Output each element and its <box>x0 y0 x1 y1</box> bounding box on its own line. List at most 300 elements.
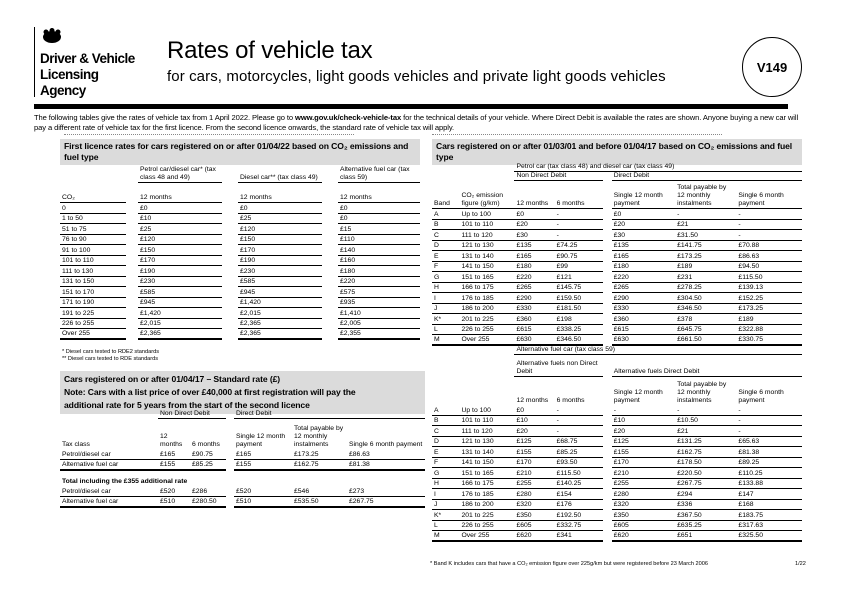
column-gap <box>603 303 611 314</box>
col-header: Single 12 month payment <box>613 388 663 404</box>
column-gap <box>322 297 338 308</box>
col-group-header: Diesel car** (tax class 49) <box>238 166 322 183</box>
table-cell: £125 <box>514 436 554 447</box>
table-cell: £20 <box>612 426 675 437</box>
column-gap <box>603 510 611 521</box>
table-cell: £135 <box>612 240 675 251</box>
table-cell: £290 <box>514 293 554 304</box>
table-row <box>60 234 420 245</box>
table-cell: Over 255 <box>60 329 126 340</box>
standard-rate-table <box>60 410 425 508</box>
table-cell: £145.75 <box>555 282 604 293</box>
column-gap <box>322 266 338 277</box>
table-row <box>432 468 802 479</box>
table-cell: £585 <box>238 276 322 287</box>
table-cell: - <box>555 230 604 241</box>
table-cell: E <box>432 251 459 262</box>
table-row <box>432 415 802 426</box>
heading-line: additional rate for 5 years from the start of the second licence <box>64 400 310 410</box>
table-cell: £21 <box>675 219 736 230</box>
page-title: Rates of vehicle tax <box>167 37 373 64</box>
table-row <box>60 297 420 308</box>
table-cell: E <box>432 447 459 458</box>
table-cell: 151 to 165 <box>459 468 514 479</box>
table-cell: £255 <box>612 478 675 489</box>
table-row <box>432 209 802 220</box>
table-cell: £165 <box>612 251 675 262</box>
column-gap <box>322 224 338 235</box>
table-row <box>432 531 802 542</box>
table-cell: £0 <box>338 213 420 224</box>
table-cell: 201 to 225 <box>459 314 514 325</box>
table-cell: £220 <box>338 276 420 287</box>
table-row <box>432 272 802 283</box>
table-cell: £115.50 <box>736 272 802 283</box>
col-header: CO₂ emission figure (g/km) <box>459 181 514 209</box>
header-rule <box>34 104 788 109</box>
table-cell: £510 <box>234 496 292 507</box>
table-cell: £155 <box>234 459 292 470</box>
table-cell: £346.50 <box>675 303 736 314</box>
table-cell: £220 <box>612 272 675 283</box>
table-cell: H <box>432 282 459 293</box>
column-gap <box>603 272 611 283</box>
table-cell: Up to 100 <box>459 405 514 416</box>
column-gap <box>322 255 338 266</box>
table-cell: 101 to 110 <box>60 255 126 266</box>
table-cell: £20 <box>514 219 554 230</box>
column-gap <box>603 240 611 251</box>
table-cell: £280 <box>612 489 675 500</box>
table-cell: - <box>555 415 604 426</box>
column-gap <box>126 224 138 235</box>
column-gap <box>603 489 611 500</box>
table-row <box>432 478 802 489</box>
table-cell: 226 to 255 <box>459 324 514 335</box>
col-header: 12 months <box>514 181 554 209</box>
table-row <box>432 314 802 325</box>
column-gap <box>126 276 138 287</box>
table-cell: £180 <box>338 266 420 277</box>
table-cell: £30 <box>514 230 554 241</box>
table-cell: £140 <box>338 245 420 256</box>
table-cell: £231 <box>675 272 736 283</box>
table-cell: £190 <box>138 266 222 277</box>
table-cell: £165 <box>158 449 190 460</box>
table-row <box>432 230 802 241</box>
column-gap <box>126 329 138 340</box>
table-cell: £220.50 <box>675 468 736 479</box>
table-cell: £152.25 <box>736 293 802 304</box>
table-row <box>432 251 802 262</box>
column-gap <box>222 213 238 224</box>
table-cell: £15 <box>338 224 420 235</box>
table-cell: £267.75 <box>675 478 736 489</box>
column-gap <box>222 318 238 329</box>
table-cell: £85.25 <box>190 459 226 470</box>
table-row <box>60 276 420 287</box>
table-row <box>432 447 802 458</box>
table-row <box>60 266 420 277</box>
col-header: CO₂ <box>60 183 126 203</box>
table-row <box>432 510 802 521</box>
column-gap <box>603 324 611 335</box>
table-cell: £325.50 <box>736 531 802 542</box>
col-header: 6 months <box>555 181 604 209</box>
table-cell: £68.75 <box>555 436 604 447</box>
table-cell: £198 <box>555 314 604 325</box>
table-cell: £147 <box>736 489 802 500</box>
table-cell: £90.75 <box>190 449 226 460</box>
column-gap <box>322 213 338 224</box>
table-cell: £159.50 <box>555 293 604 304</box>
table-cell: £10 <box>138 213 222 224</box>
column-gap <box>603 447 611 458</box>
table-cell: £2,355 <box>338 329 420 340</box>
form-code-badge: V149 <box>742 37 802 97</box>
table-cell: C <box>432 230 459 241</box>
table-cell: K* <box>432 314 459 325</box>
column-gap <box>222 203 238 214</box>
table-cell: £139.13 <box>736 282 802 293</box>
column-gap <box>603 209 611 220</box>
table-cell: £30 <box>612 230 675 241</box>
column-gap <box>222 266 238 277</box>
table-cell: 151 to 165 <box>459 272 514 283</box>
table-cell: £210 <box>514 468 554 479</box>
table-cell: 141 to 150 <box>459 457 514 468</box>
table-cell: £168 <box>736 499 802 510</box>
table-cell: £330 <box>612 303 675 314</box>
table-cell: £0 <box>514 405 554 416</box>
table-cell: £322.88 <box>736 324 802 335</box>
table-cell: £635.25 <box>675 520 736 531</box>
table-cell: L <box>432 520 459 531</box>
col-header: 12 months <box>138 183 222 203</box>
col-header: 12 months <box>516 396 549 404</box>
table-cell: - <box>736 426 802 437</box>
table-cell: £21 <box>675 426 736 437</box>
column-gap <box>603 251 611 262</box>
table-cell: £255 <box>514 478 554 489</box>
table-cell: 51 to 75 <box>60 224 126 235</box>
table-cell: Alternative fuel car <box>60 459 158 470</box>
table-row <box>60 287 420 298</box>
page-number: 1/22 <box>795 561 806 567</box>
table-cell: £10.50 <box>675 415 736 426</box>
table-cell: 166 to 175 <box>459 282 514 293</box>
table-cell: 186 to 200 <box>459 303 514 314</box>
col-header: Single 12 month payment <box>236 432 286 448</box>
table-cell: £170 <box>612 457 675 468</box>
table-cell: £346.50 <box>555 335 604 346</box>
col-header: Single 6 month payment <box>738 388 784 404</box>
column-gap <box>603 520 611 531</box>
table-cell: £520 <box>234 486 292 497</box>
table-cell: - <box>736 209 802 220</box>
col-header: 12 months <box>238 183 322 203</box>
table-cell: I <box>432 293 459 304</box>
column-gap <box>226 496 234 507</box>
column-gap <box>126 245 138 256</box>
table-cell: - <box>555 209 604 220</box>
table-cell: £154 <box>555 489 604 500</box>
table-row <box>60 329 420 340</box>
table-cell: £546 <box>292 486 347 497</box>
group-non-direct-debit: Non Direct Debit <box>514 172 603 181</box>
table-cell: £265 <box>612 282 675 293</box>
table-cell: £178.50 <box>675 457 736 468</box>
table-cell: £165 <box>234 449 292 460</box>
table-cell: £280.50 <box>190 496 226 507</box>
table-cell: 186 to 200 <box>459 499 514 510</box>
table-row <box>432 293 802 304</box>
check-vehicle-tax-link[interactable]: www.gov.uk/check-vehicle-tax <box>295 113 402 122</box>
column-gap <box>603 405 611 416</box>
table-cell: Petrol/diesel car <box>60 486 158 497</box>
table-cell: £110.25 <box>736 468 802 479</box>
table-cell: £273 <box>347 486 425 497</box>
table-cell: Over 255 <box>459 531 514 542</box>
table-cell: £0 <box>138 203 222 214</box>
table-cell: £86.63 <box>347 449 425 460</box>
table-cell: £160 <box>338 255 420 266</box>
table-cell: Petrol/diesel car <box>60 449 158 460</box>
table-cell: £336 <box>675 499 736 510</box>
table-cell: £120 <box>138 234 222 245</box>
table-cell: Up to 100 <box>459 209 514 220</box>
page-subtitle: for cars, motorcycles, light goods vehicles and private light goods vehicles <box>167 68 666 85</box>
table-cell: £133.88 <box>736 478 802 489</box>
column-gap <box>603 436 611 447</box>
table-cell: - <box>555 219 604 230</box>
column-gap <box>322 308 338 319</box>
table-cell: 121 to 130 <box>459 240 514 251</box>
table-cell: 76 to 90 <box>60 234 126 245</box>
table-cell: - <box>612 405 675 416</box>
table-cell: £338.25 <box>555 324 604 335</box>
table-row <box>432 335 802 346</box>
table-cell: £630 <box>612 335 675 346</box>
group-direct-debit: Direct Debit <box>612 172 802 181</box>
table-cell: 111 to 130 <box>60 266 126 277</box>
table-row <box>432 457 802 468</box>
table-cell: £330.75 <box>736 335 802 346</box>
group-alt-direct-debit: Alternative fuels Direct Debit <box>612 355 802 377</box>
table-cell: £945 <box>138 297 222 308</box>
table-cell: £1,420 <box>138 308 222 319</box>
table-cell: £230 <box>238 266 322 277</box>
group-alt-non-direct-debit: Alternative fuels non Direct Debit <box>514 355 603 377</box>
column-gap <box>126 203 138 214</box>
table-cell: £615 <box>612 324 675 335</box>
column-gap <box>322 329 338 340</box>
col-header: Single 12 month payment <box>612 181 675 209</box>
table-cell: £173.25 <box>675 251 736 262</box>
col-header: 6 months <box>556 396 585 404</box>
table-row <box>60 449 425 460</box>
table-row <box>432 240 802 251</box>
column-gap <box>222 329 238 340</box>
column-gap <box>603 230 611 241</box>
table-cell: 141 to 150 <box>459 261 514 272</box>
table-cell: £125 <box>612 436 675 447</box>
table-cell: B <box>432 415 459 426</box>
column-gap <box>603 478 611 489</box>
column-gap <box>603 219 611 230</box>
table-cell: A <box>432 209 459 220</box>
table-cell: D <box>432 240 459 251</box>
table-cell: £90.75 <box>555 251 604 262</box>
column-gap <box>603 282 611 293</box>
table-cell: £170 <box>238 245 322 256</box>
table-cell: 121 to 130 <box>459 436 514 447</box>
column-gap <box>222 255 238 266</box>
column-gap <box>322 245 338 256</box>
table-cell: £20 <box>514 426 554 437</box>
table-cell: Over 255 <box>459 335 514 346</box>
column-gap <box>126 287 138 298</box>
group-direct-debit: Direct Debit <box>234 410 425 419</box>
table-cell: £170 <box>138 255 222 266</box>
column-gap <box>603 468 611 479</box>
table-cell: 101 to 110 <box>459 219 514 230</box>
table-row <box>432 520 802 531</box>
table-cell: £131.25 <box>675 436 736 447</box>
table-cell: - <box>555 405 604 416</box>
table-row <box>60 224 420 235</box>
table-cell: £367.50 <box>675 510 736 521</box>
column-gap <box>126 308 138 319</box>
table-cell: 91 to 100 <box>60 245 126 256</box>
dvla-logo <box>34 27 135 97</box>
table-cell: £150 <box>138 245 222 256</box>
column-gap <box>603 314 611 325</box>
table-cell: £1,410 <box>338 308 420 319</box>
table-cell: - <box>736 405 802 416</box>
table-cell: £278.25 <box>675 282 736 293</box>
table-cell: £575 <box>338 287 420 298</box>
group-non-direct-debit: Non Direct Debit <box>158 410 226 419</box>
additional-rate-label: Total including the £355 additional rate <box>62 477 188 485</box>
table-row <box>432 499 802 510</box>
royal-crest-icon <box>40 28 64 44</box>
table-row <box>432 436 802 447</box>
table-cell: £620 <box>514 531 554 542</box>
table-cell: I <box>432 489 459 500</box>
column-gap <box>603 415 611 426</box>
table-cell: £183.75 <box>736 510 802 521</box>
table-cell: £115.50 <box>555 468 604 479</box>
column-gap <box>603 293 611 304</box>
col-header: Single 6 month payment <box>349 440 423 448</box>
col-header: Total payable by 12 monthly instalments <box>294 424 344 448</box>
table-cell: £210 <box>612 468 675 479</box>
column-gap <box>322 318 338 329</box>
column-gap <box>222 234 238 245</box>
column-gap <box>322 203 338 214</box>
table-cell: 226 to 255 <box>459 520 514 531</box>
table-cell: £605 <box>514 520 554 531</box>
table-cell: L <box>432 324 459 335</box>
table-cell: £294 <box>675 489 736 500</box>
table-cell: 166 to 175 <box>459 478 514 489</box>
col-header: Total payable by 12 monthly instalments <box>675 181 736 209</box>
column-gap <box>222 245 238 256</box>
table-cell: £945 <box>238 287 322 298</box>
column-gap <box>603 261 611 272</box>
standard-rate-heading <box>60 371 425 414</box>
table-cell: £189 <box>675 261 736 272</box>
table-cell: J <box>432 303 459 314</box>
table-cell: £535.50 <box>292 496 347 507</box>
table-row <box>60 486 425 497</box>
table-cell: £320 <box>514 499 554 510</box>
first-licence-table <box>60 166 420 340</box>
table-cell: £190 <box>238 255 322 266</box>
table-cell: £280 <box>514 489 554 500</box>
table-cell: 0 <box>60 203 126 214</box>
table-cell: F <box>432 457 459 468</box>
table-cell: £31.50 <box>675 230 736 241</box>
table-row <box>60 245 420 256</box>
table-row <box>432 489 802 500</box>
table-row <box>60 459 425 470</box>
table-cell: £121 <box>555 272 604 283</box>
table-cell: £170 <box>514 457 554 468</box>
table-cell: Alternative fuel car <box>60 496 158 507</box>
column-gap <box>322 276 338 287</box>
table-cell: £360 <box>612 314 675 325</box>
table-cell: 131 to 140 <box>459 251 514 262</box>
table-cell: 171 to 190 <box>60 297 126 308</box>
table-cell: £180 <box>514 261 554 272</box>
column-gap <box>226 459 234 470</box>
table-cell: £341 <box>555 531 604 542</box>
table-cell: £173.25 <box>292 449 347 460</box>
table-cell: £304.50 <box>675 293 736 304</box>
table-row <box>60 496 425 507</box>
table-cell: £2,365 <box>138 329 222 340</box>
table-cell: £110 <box>338 234 420 245</box>
table-cell: £2,005 <box>338 318 420 329</box>
table-row <box>432 219 802 230</box>
table-cell: £86.63 <box>736 251 802 262</box>
table-row <box>432 324 802 335</box>
column-gap <box>222 224 238 235</box>
table-row <box>432 303 802 314</box>
table-cell: £290 <box>612 293 675 304</box>
table-row <box>432 282 802 293</box>
footnote: ** Diesel cars tested to RDE standards <box>62 356 159 362</box>
table-cell: £135 <box>514 240 554 251</box>
table-cell: - <box>675 209 736 220</box>
table-cell: £176 <box>555 499 604 510</box>
table-cell: £155 <box>612 447 675 458</box>
table-cell: F <box>432 261 459 272</box>
table-cell: £350 <box>514 510 554 521</box>
table-cell: 131 to 150 <box>60 276 126 287</box>
table-cell: £0 <box>238 203 322 214</box>
table-cell: M <box>432 531 459 542</box>
table-cell: £1,420 <box>238 297 322 308</box>
table-cell: 131 to 140 <box>459 447 514 458</box>
table-cell: K* <box>432 510 459 521</box>
table-cell: £620 <box>612 531 675 542</box>
band-rates-heading: Cars registered on or after 01/03/01 and before 01/04/17 based on CO₂ emissions and fuel type <box>432 139 802 165</box>
table-cell: £265 <box>514 282 554 293</box>
table-cell: £89.25 <box>736 457 802 468</box>
